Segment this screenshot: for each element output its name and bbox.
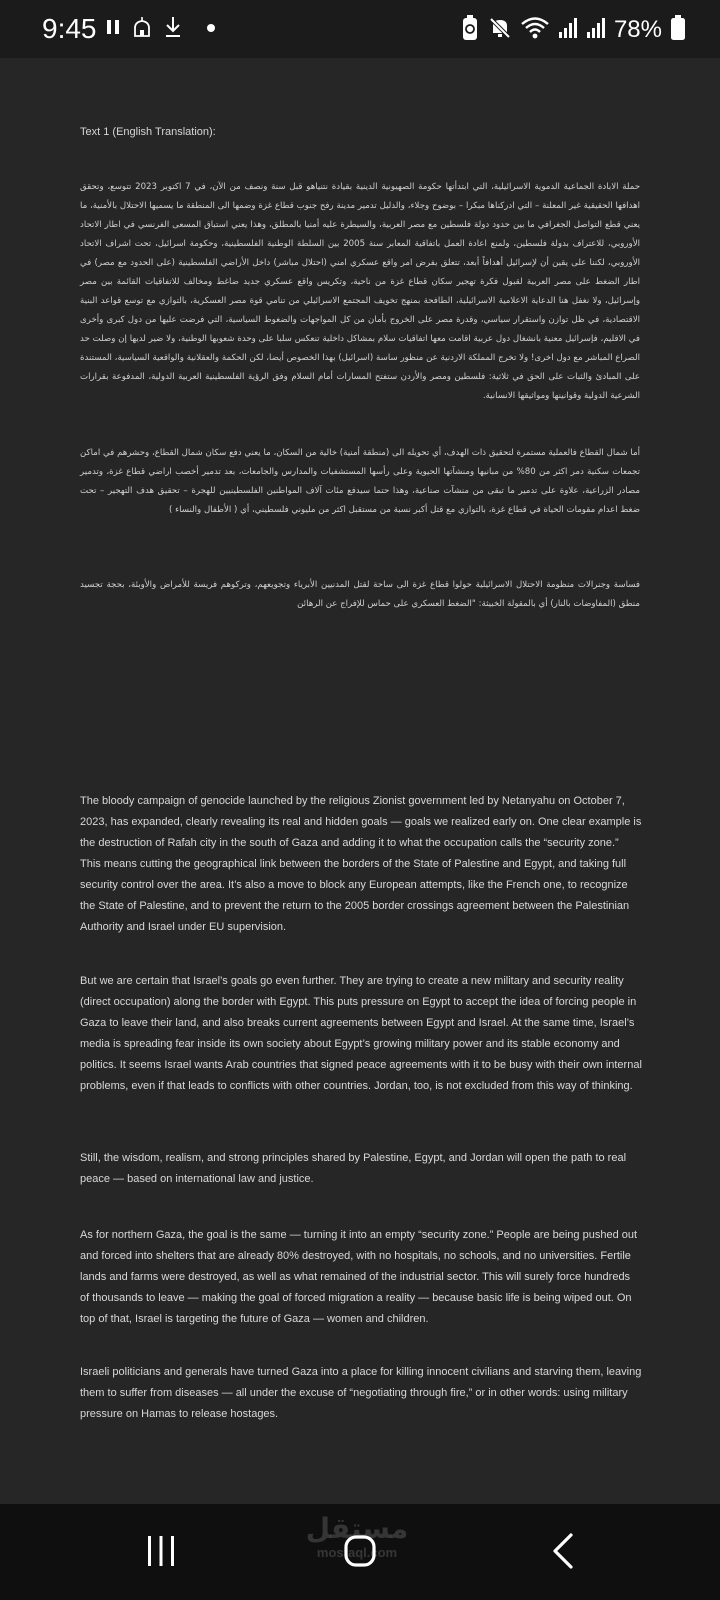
back-button[interactable]: [533, 1526, 593, 1580]
document-heading: Text 1 (English Translation):: [80, 126, 216, 138]
battery-icon: [670, 14, 686, 47]
document-page[interactable]: [0, 58, 720, 1504]
english-paragraph: Israeli politicians and generals have turned Gaza into a place for killing innocent civilians and starving them, leaving them to suffer from diseases — all under the excuse of “negotiating through fire,” or in other words: using military pressure on Hamas to release hostages.: [80, 1366, 642, 1420]
signal-icon-2: [586, 16, 606, 45]
mosque-icon: [132, 16, 152, 43]
recent-apps-icon: [144, 1534, 178, 1573]
status-bar: [0, 0, 720, 58]
battery-percent: 78%: [613, 16, 662, 43]
back-icon: [550, 1532, 576, 1575]
recent-apps-button[interactable]: [131, 1526, 191, 1580]
signal-icon: [558, 16, 578, 45]
notification-icons: [106, 17, 216, 41]
status-time: 9:45: [42, 13, 97, 44]
home-button[interactable]: [330, 1526, 390, 1580]
system-icons: [460, 14, 686, 46]
arabic-paragraph: حملة الابادة الجماعية الدموية الاسرائيلية، التي ابتدأتها حكومة الصهيونية الدينية بقيادة نتنياهو قبل سنة ونصف من الآن، في 7 اكتوبر 2023 تتوسع، وتحقق اهدافها الحقيقية غير المعلنة – التي ادركناها مبكرا – بوضوح وجلاء، والدليل تدمير مدينة رفح جنوب قطاع غزة وضمها الى المنطقة ما يسميها الاحتلال بالأمنية، ما يعني قطع التواصل الجغرافي ما بين حدود دولة فلسطين مع مصر العربية، والسيطرة عليه أمنيا بالمطلق، وهذا يعني استباق المسعى الفرنسي في اطار الاتحاد الأوروبي، للاعتراف بدولة فلسطين، ولمنع اعادة العمل باتفاقية المعابر سنة 2005 بين السلطة الوطنية الفلسطينية، وحكومة اسرائيل، تحت اشراف الاتحاد الأوروبي، لكننا على يقين أن لإسرائيل أهدافاً أبعد، تتعلق بفرض امر واقع عسكري امني (احتلال مباشر) داخل الأراضي الفلسطينية (على الحدود مع مصر) في اطار الضغط على مصر العربية لقبول فكرة تهجير سكان قطاع غزة من ناحية، وتكريس واقع عسكري جديد ضاغط ومخالف للاتفاقيات القائمة بين مصر وإسرائيل، ولا نغفل هنا الدعاية الاعلامية الاسرائيلية، الطافحة بمنهج تخويف المجتمع الاسرائيلي من تنامي قوة مصر العسكرية، بالتوازي مع توسع قواعد البنية الاقتصادية، في ظل توازن واستقرار سياسي، وقدرة مصر على الخروج بأمان من كل المواجهات والضغوط السياسية، التي فرضت عليها من دول كبرى وأخرى في الاقليم، فإسرائيل معنية بانشغال دول عربية اقامت معها اتفاقيات سلام بمشاكل داخلية تنعكس سلبا على وحدة شعوبها الوطنية، ولا ضير لديها إن وصلت حد الصراع المباشر مع دول اخرى! ولا تخرج المملكة الاردنية عن منظور ساسة (اسرائيل) بهذا الخصوص أيضا، لكن الحكمة والعقلانية والواقعية السياسية، المستندة على المبادئ والثبات على الحق في ثلاثية: فلسطين ومصر والأردن ستفتح المسارات أمام السلام وفق الرؤية الفلسطينية العربية الدولية، المدفوعة بقرارات الشرعية الدولية وقوانينها ومواثيقها الانسانية.: [80, 182, 641, 401]
pause-icon: [106, 19, 120, 40]
navigation-bar: [0, 1504, 720, 1600]
wifi-icon: [520, 15, 550, 46]
english-paragraph: But we are certain that Israel’s goals go even further. They are trying to create a new military and security reality (direct occupation) along the border with Egypt. This puts pressure on Egypt to accept the idea of forcing people in Gaza to leave their land, and also breaks current agreements between Egypt and Israel. At the same time, Israel’s media is spreading fear inside its own society about Egypt’s growing military power and its stable economy and politics. It seems Israel wants Arab countries that signed peace agreements with it to be busy with their own internal problems, even if that leads to conflicts with other countries. Jordan, too, is not excluded from this way of thinking.: [80, 975, 642, 1092]
english-paragraph: Still, the wisdom, realism, and strong principles shared by Palestine, Egypt, and Jordan will open the path to real peace — based on international law and justice.: [80, 1152, 627, 1185]
english-paragraph: As for northern Gaza, the goal is the same — turning it into an empty “security zone.” People are being pushed out and forced into shelters that are already 80% destroyed, with no hospitals, no schools, and no universities. Fertile lands and farms were destroyed, as well as what remained of the industrial sector. This will surely force hundreds of thousands to leave — making the goal of forced migration a reality — because basic life is being wiped out. On top of that, Israel is targeting the future of Gaza — women and children.: [80, 1229, 638, 1325]
battery-saver-icon: [460, 14, 480, 47]
english-paragraph: The bloody campaign of genocide launched by the religious Zionist government led by Netanyahu on October 7, 2023, has expanded, clearly revealing its real and hidden goals — goals we realized early on. One clear example is the destruction of Rafah city in the south of Gaza and adding it to what the occupation calls the “security zone.” This means cutting the geographical link between the borders of the State of Palestine and Egypt, and taking full security control over the area. It’s also a move to block any European attempts, like the French one, to recognize the State of Palestine, and to prevent the return to the 2005 border crossings agreement between the Palestinian Authority and Israel under EU supervision.: [80, 795, 642, 933]
arabic-paragraph: فساسة وجنرالات منظومة الاحتلال الاسرائيلية حولوا قطاع غزة الى ساحة لقتل المدنيين الأبرياء وتجويعهم، وتركوهم فريسة للأمراض والأوبئة، بحجة تجسيد منطق (المفاوضات بالنار) أي بالمقولة الخبيثة: "الضغط العسكري على حماس للإفراج عن الرهائن: [80, 580, 640, 609]
mute-icon: [488, 16, 512, 45]
download-icon: [164, 15, 182, 44]
arabic-paragraph: أما شمال القطاع فالعملية مستمرة لتحقيق ذات الهدف، أي تحويله الى (منطقة أمنية) خالية من السكان، ما يعني دفع سكان شمال القطاع، وحشرهم في اماكن تجمعات سكنية دمر اكثر من 80% من مبانيها ومنشآتها الحيوية وعلى رأسها المستشفيات والمدارس والجامعات، بعد تدمير أخصب اراضي قطاع غزة، وتدمير مصادر الزراعية، علاوة على تدمير ما تبقى من منشآت صناعية، وهذا حتما سيدفع مئات آلاف المواطنين الفلسطينيين للهجرة – تحقيق هدف التهجير – تحت ضغط اعدام مقومات الحياة في قطاع غزة، بالتوازي مع قتل أكبر نسبة من مستقبل اكثر من مليوني فلسطيني، أي ( الأطفال والنساء ): [80, 448, 640, 515]
home-icon: [342, 1533, 378, 1574]
dot-icon: [206, 20, 216, 38]
